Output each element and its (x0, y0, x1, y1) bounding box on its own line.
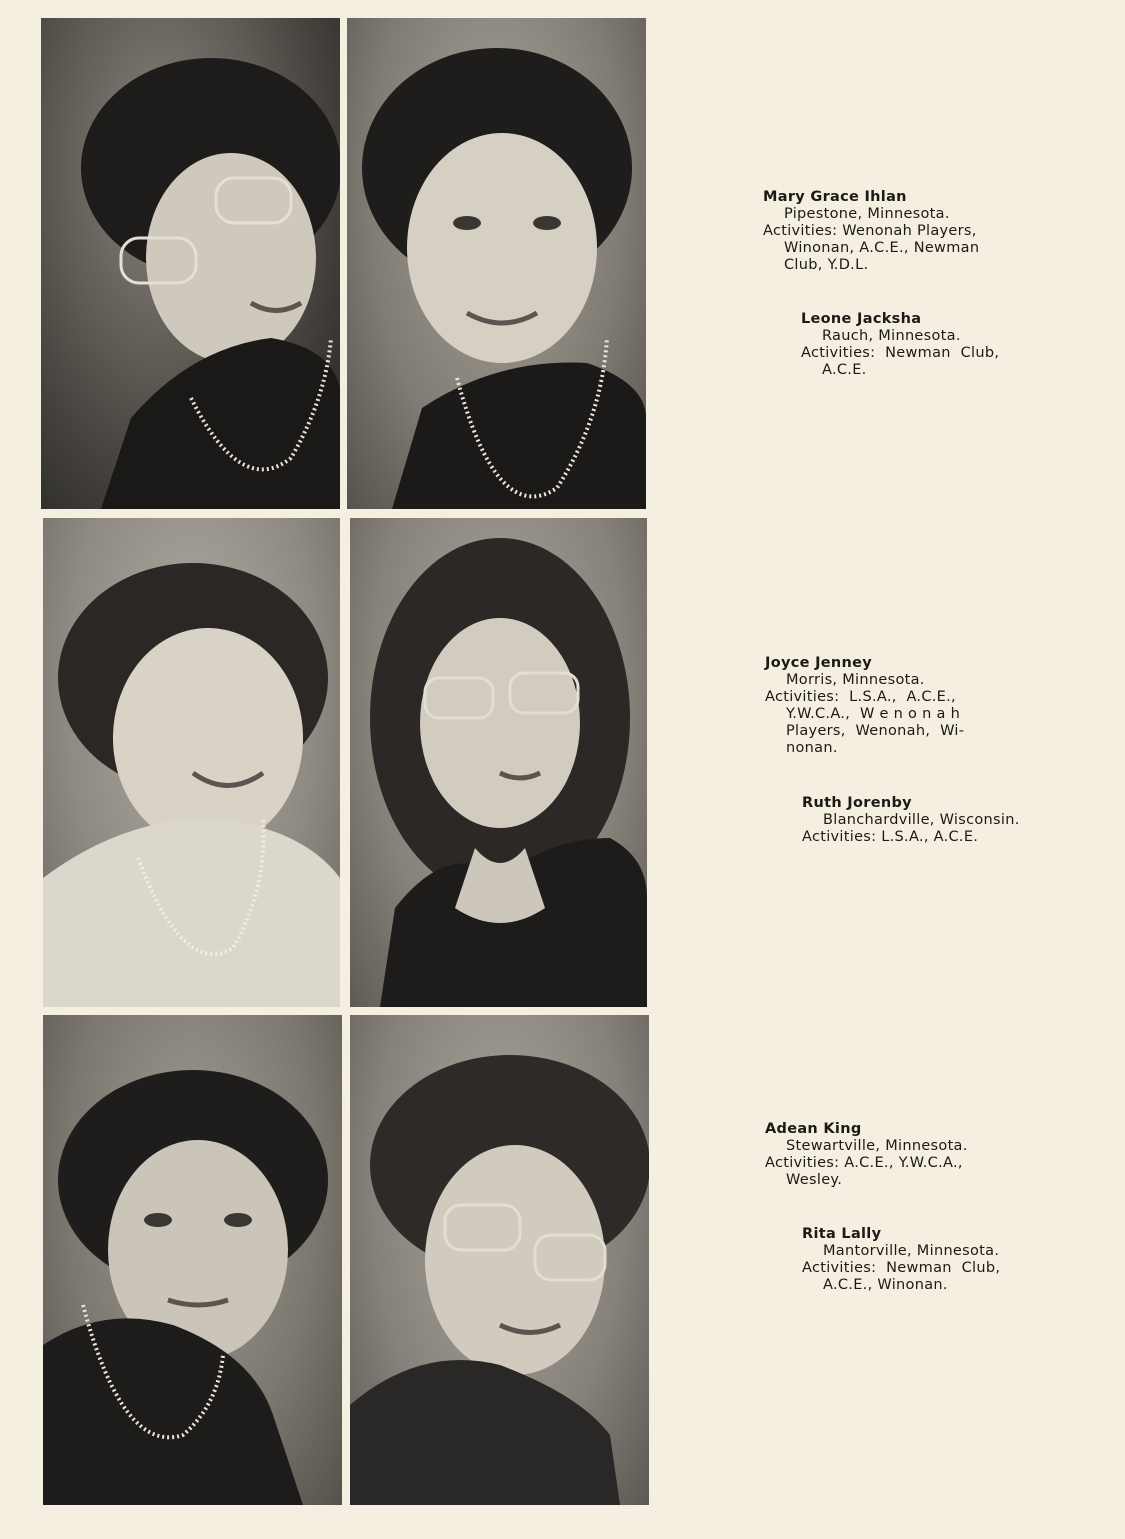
person-activities-line: Winonan, A.C.E., Newman (784, 240, 980, 256)
person-hometown: Rauch, Minnesota. (822, 328, 961, 344)
portrait-illustration-3 (43, 518, 340, 1007)
portrait-photo-2 (347, 18, 646, 509)
entry-joyce-jenney (765, 655, 964, 757)
person-name: Ruth Jorenby (802, 795, 912, 811)
person-name: Mary Grace Ihlan (763, 189, 907, 205)
portrait-illustration-2 (347, 18, 646, 509)
portrait-photo-3 (43, 518, 340, 1007)
person-name: Rita Lally (802, 1226, 882, 1242)
person-activities-line: nonan. (786, 740, 838, 756)
entry-leone-jacksha (801, 311, 999, 379)
portrait-illustration-4 (350, 518, 647, 1007)
person-name: Adean King (765, 1121, 862, 1137)
portrait-photo-5 (43, 1015, 342, 1505)
person-activities-line: Y.W.C.A., W e n o n a h (786, 706, 961, 722)
portrait-photo-6 (350, 1015, 649, 1505)
person-activities-line: Activities: Newman Club, (802, 1260, 1001, 1276)
person-activities-line: Players, Wenonah, Wi- (786, 723, 965, 739)
portrait-illustration-5 (43, 1015, 342, 1505)
person-activities-line: Activities: L.S.A., A.C.E. (802, 829, 979, 845)
person-hometown: Pipestone, Minnesota. (784, 206, 950, 222)
portrait-photo-1 (41, 18, 340, 509)
portrait-illustration-1 (41, 18, 340, 509)
person-activities-line: Wesley. (786, 1172, 843, 1188)
portrait-illustration-6 (350, 1015, 649, 1505)
portrait-photo-4 (350, 518, 647, 1007)
person-hometown: Blanchardville, Wisconsin. (823, 812, 1020, 828)
person-activities-line: Club, Y.D.L. (784, 257, 869, 273)
person-hometown: Morris, Minnesota. (786, 672, 925, 688)
person-activities-line: A.C.E., Winonan. (823, 1277, 948, 1293)
entry-adean-king (765, 1121, 968, 1189)
person-activities-line: Activities: A.C.E., Y.W.C.A., (765, 1155, 963, 1171)
person-activities-line: Activities: Wenonah Players, (763, 223, 977, 239)
person-activities-line: Activities: Newman Club, (801, 345, 1000, 361)
person-name: Joyce Jenney (765, 655, 873, 671)
entry-mary-grace-ihlan (763, 189, 979, 274)
person-name: Leone Jacksha (801, 311, 922, 327)
entry-ruth-jorenby (802, 795, 1020, 846)
entry-rita-lally (802, 1226, 1000, 1294)
person-activities-line: A.C.E. (822, 362, 867, 378)
person-hometown: Mantorville, Minnesota. (823, 1243, 1000, 1259)
person-activities-line: Activities: L.S.A., A.C.E., (765, 689, 956, 705)
person-hometown: Stewartville, Minnesota. (786, 1138, 968, 1154)
